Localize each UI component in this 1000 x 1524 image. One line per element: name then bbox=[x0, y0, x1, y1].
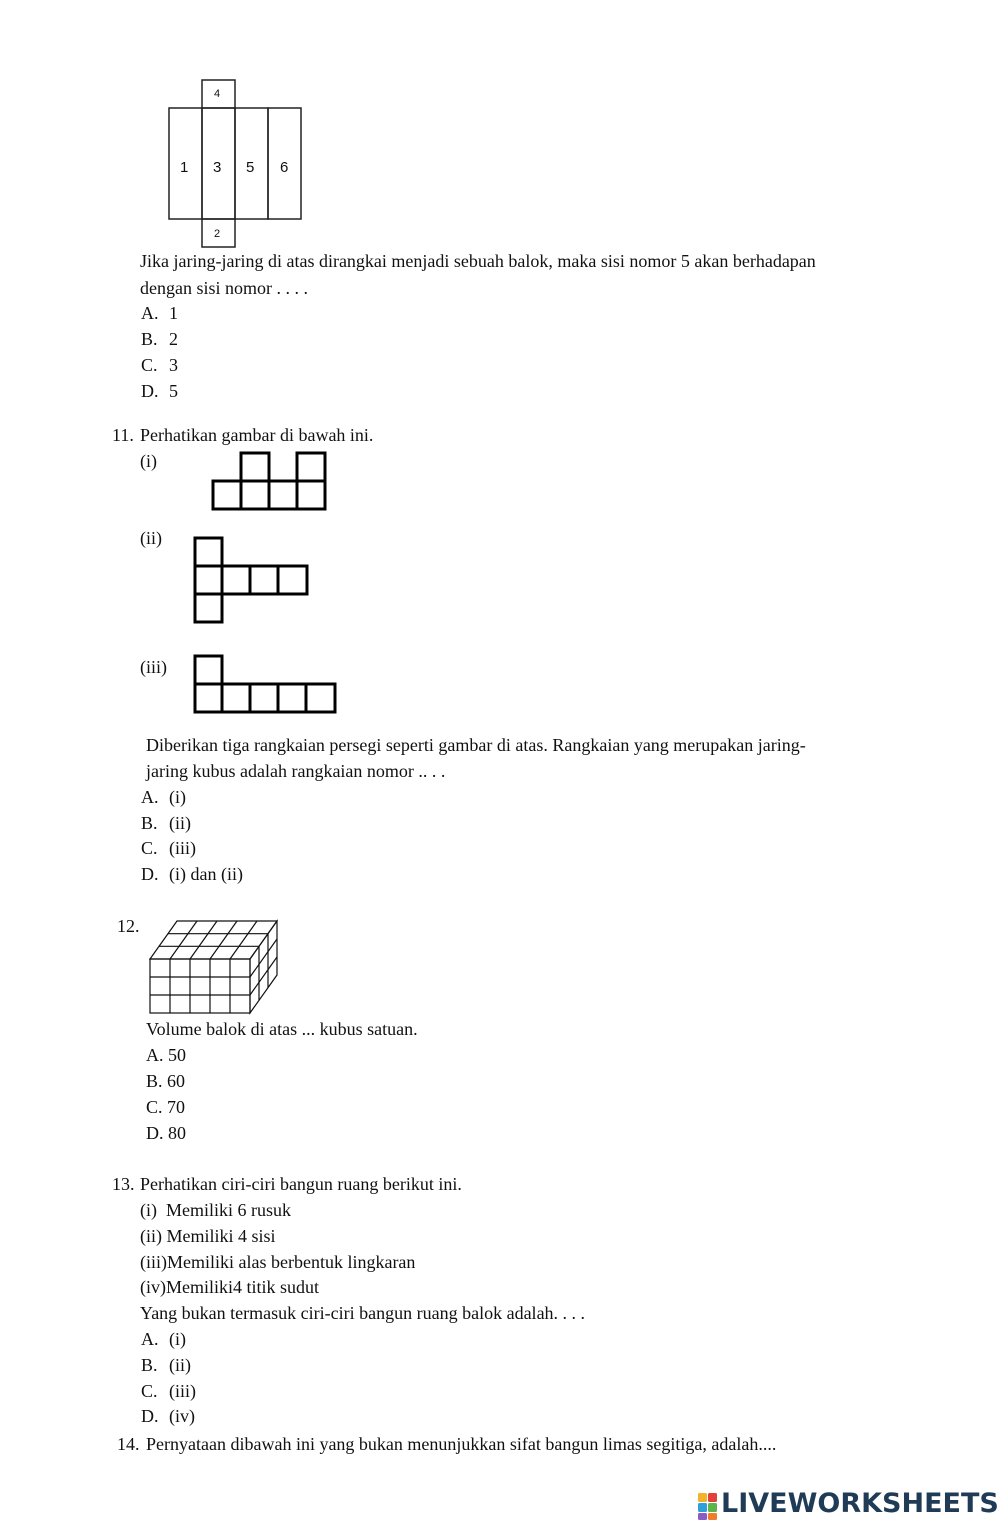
q12-option[interactable]: A. 50 bbox=[146, 1045, 186, 1065]
q11-option-letter[interactable]: A. bbox=[141, 787, 159, 807]
q13-feature: (iv)Memiliki4 titik sudut bbox=[140, 1277, 319, 1297]
net-label-top: 4 bbox=[214, 88, 221, 100]
net-label-3: 3 bbox=[213, 159, 222, 176]
q12-option[interactable]: B. 60 bbox=[146, 1071, 186, 1091]
q11-question-line1: Diberikan tiga rangkaian persegi seperti gambar di atas. Rangkaian yang merupakan jaring- bbox=[146, 735, 806, 755]
net-label-bottom: 2 bbox=[214, 228, 221, 240]
q11-figure-label-ii: (ii) bbox=[140, 528, 162, 548]
q12-number: 12. bbox=[117, 916, 140, 936]
q11-option-text[interactable]: (i) bbox=[169, 787, 186, 807]
q10-option-text[interactable]: 1 bbox=[169, 303, 178, 323]
q11-option-letter[interactable]: B. bbox=[141, 813, 158, 833]
q14-question: Pernyataan dibawah ini yang bukan menunjukkan sifat bangun limas segitiga, adalah.... bbox=[146, 1434, 777, 1454]
q13-number: 13. bbox=[112, 1174, 135, 1194]
liveworksheets-wordmark: LIVEWORKSHEETS bbox=[721, 1488, 999, 1519]
q13-option-letter[interactable]: A. bbox=[141, 1329, 159, 1349]
q10-option-text[interactable]: 3 bbox=[169, 355, 178, 375]
q11-figure-label-iii: (iii) bbox=[140, 657, 167, 677]
q13-option-letter[interactable]: D. bbox=[141, 1406, 159, 1426]
q12-question: Volume balok di atas ... kubus satuan. bbox=[146, 1019, 418, 1039]
q12-option[interactable]: D. 80 bbox=[146, 1123, 186, 1143]
q11-figure-label-i: (i) bbox=[140, 451, 157, 471]
q13-option-text[interactable]: (iv) bbox=[169, 1406, 195, 1426]
net-label-5: 5 bbox=[246, 159, 255, 176]
q11-number: 11. bbox=[112, 425, 134, 445]
q10-option-letter[interactable]: C. bbox=[141, 355, 158, 375]
q10-question-line1: Jika jaring-jaring di atas dirangkai menjadi sebuah balok, maka sisi nomor 5 akan berhadapan bbox=[140, 251, 816, 271]
q12-option[interactable]: C. 70 bbox=[146, 1097, 186, 1117]
q13-feature: (i) Memiliki 6 rusuk bbox=[140, 1200, 291, 1220]
q11-prompt: Perhatikan gambar di bawah ini. bbox=[140, 425, 374, 445]
q11-option-text[interactable]: (iii) bbox=[169, 838, 196, 858]
q13-question: Yang bukan termasuk ciri-ciri bangun ruang balok adalah. . . . bbox=[140, 1303, 586, 1323]
q13-feature: (ii) Memiliki 4 sisi bbox=[140, 1226, 276, 1246]
q13-option-letter[interactable]: C. bbox=[141, 1381, 158, 1401]
q11-option-letter[interactable]: D. bbox=[141, 864, 159, 884]
q10-option-text[interactable]: 2 bbox=[169, 329, 178, 349]
q11-option-text[interactable]: (i) dan (ii) bbox=[169, 864, 243, 884]
q13-option-text[interactable]: (i) bbox=[169, 1329, 186, 1349]
q11-question-line2: jaring kubus adalah rangkaian nomor .. . . bbox=[146, 761, 446, 781]
liveworksheets-logo-icon bbox=[697, 1486, 719, 1522]
q14-number: 14. bbox=[117, 1434, 140, 1454]
net-label-1: 1 bbox=[180, 159, 189, 176]
liveworksheets-logo bbox=[697, 1486, 997, 1522]
q13-option-letter[interactable]: B. bbox=[141, 1355, 158, 1375]
q10-option-letter[interactable]: A. bbox=[141, 303, 159, 323]
q10-option-text[interactable]: 5 bbox=[169, 381, 178, 401]
q13-option-text[interactable]: (iii) bbox=[169, 1381, 196, 1401]
q13-option-text[interactable]: (ii) bbox=[169, 1355, 191, 1375]
net-label-6: 6 bbox=[280, 159, 289, 176]
q11-option-text[interactable]: (ii) bbox=[169, 813, 191, 833]
q10-option-letter[interactable]: D. bbox=[141, 381, 159, 401]
q13-prompt: Perhatikan ciri-ciri bangun ruang berikut ini. bbox=[140, 1174, 462, 1194]
q10-question-line2: dengan sisi nomor . . . . bbox=[140, 278, 308, 298]
q13-feature: (iii)Memiliki alas berbentuk lingkaran bbox=[140, 1252, 416, 1272]
q10-option-letter[interactable]: B. bbox=[141, 329, 158, 349]
q11-option-letter[interactable]: C. bbox=[141, 838, 158, 858]
